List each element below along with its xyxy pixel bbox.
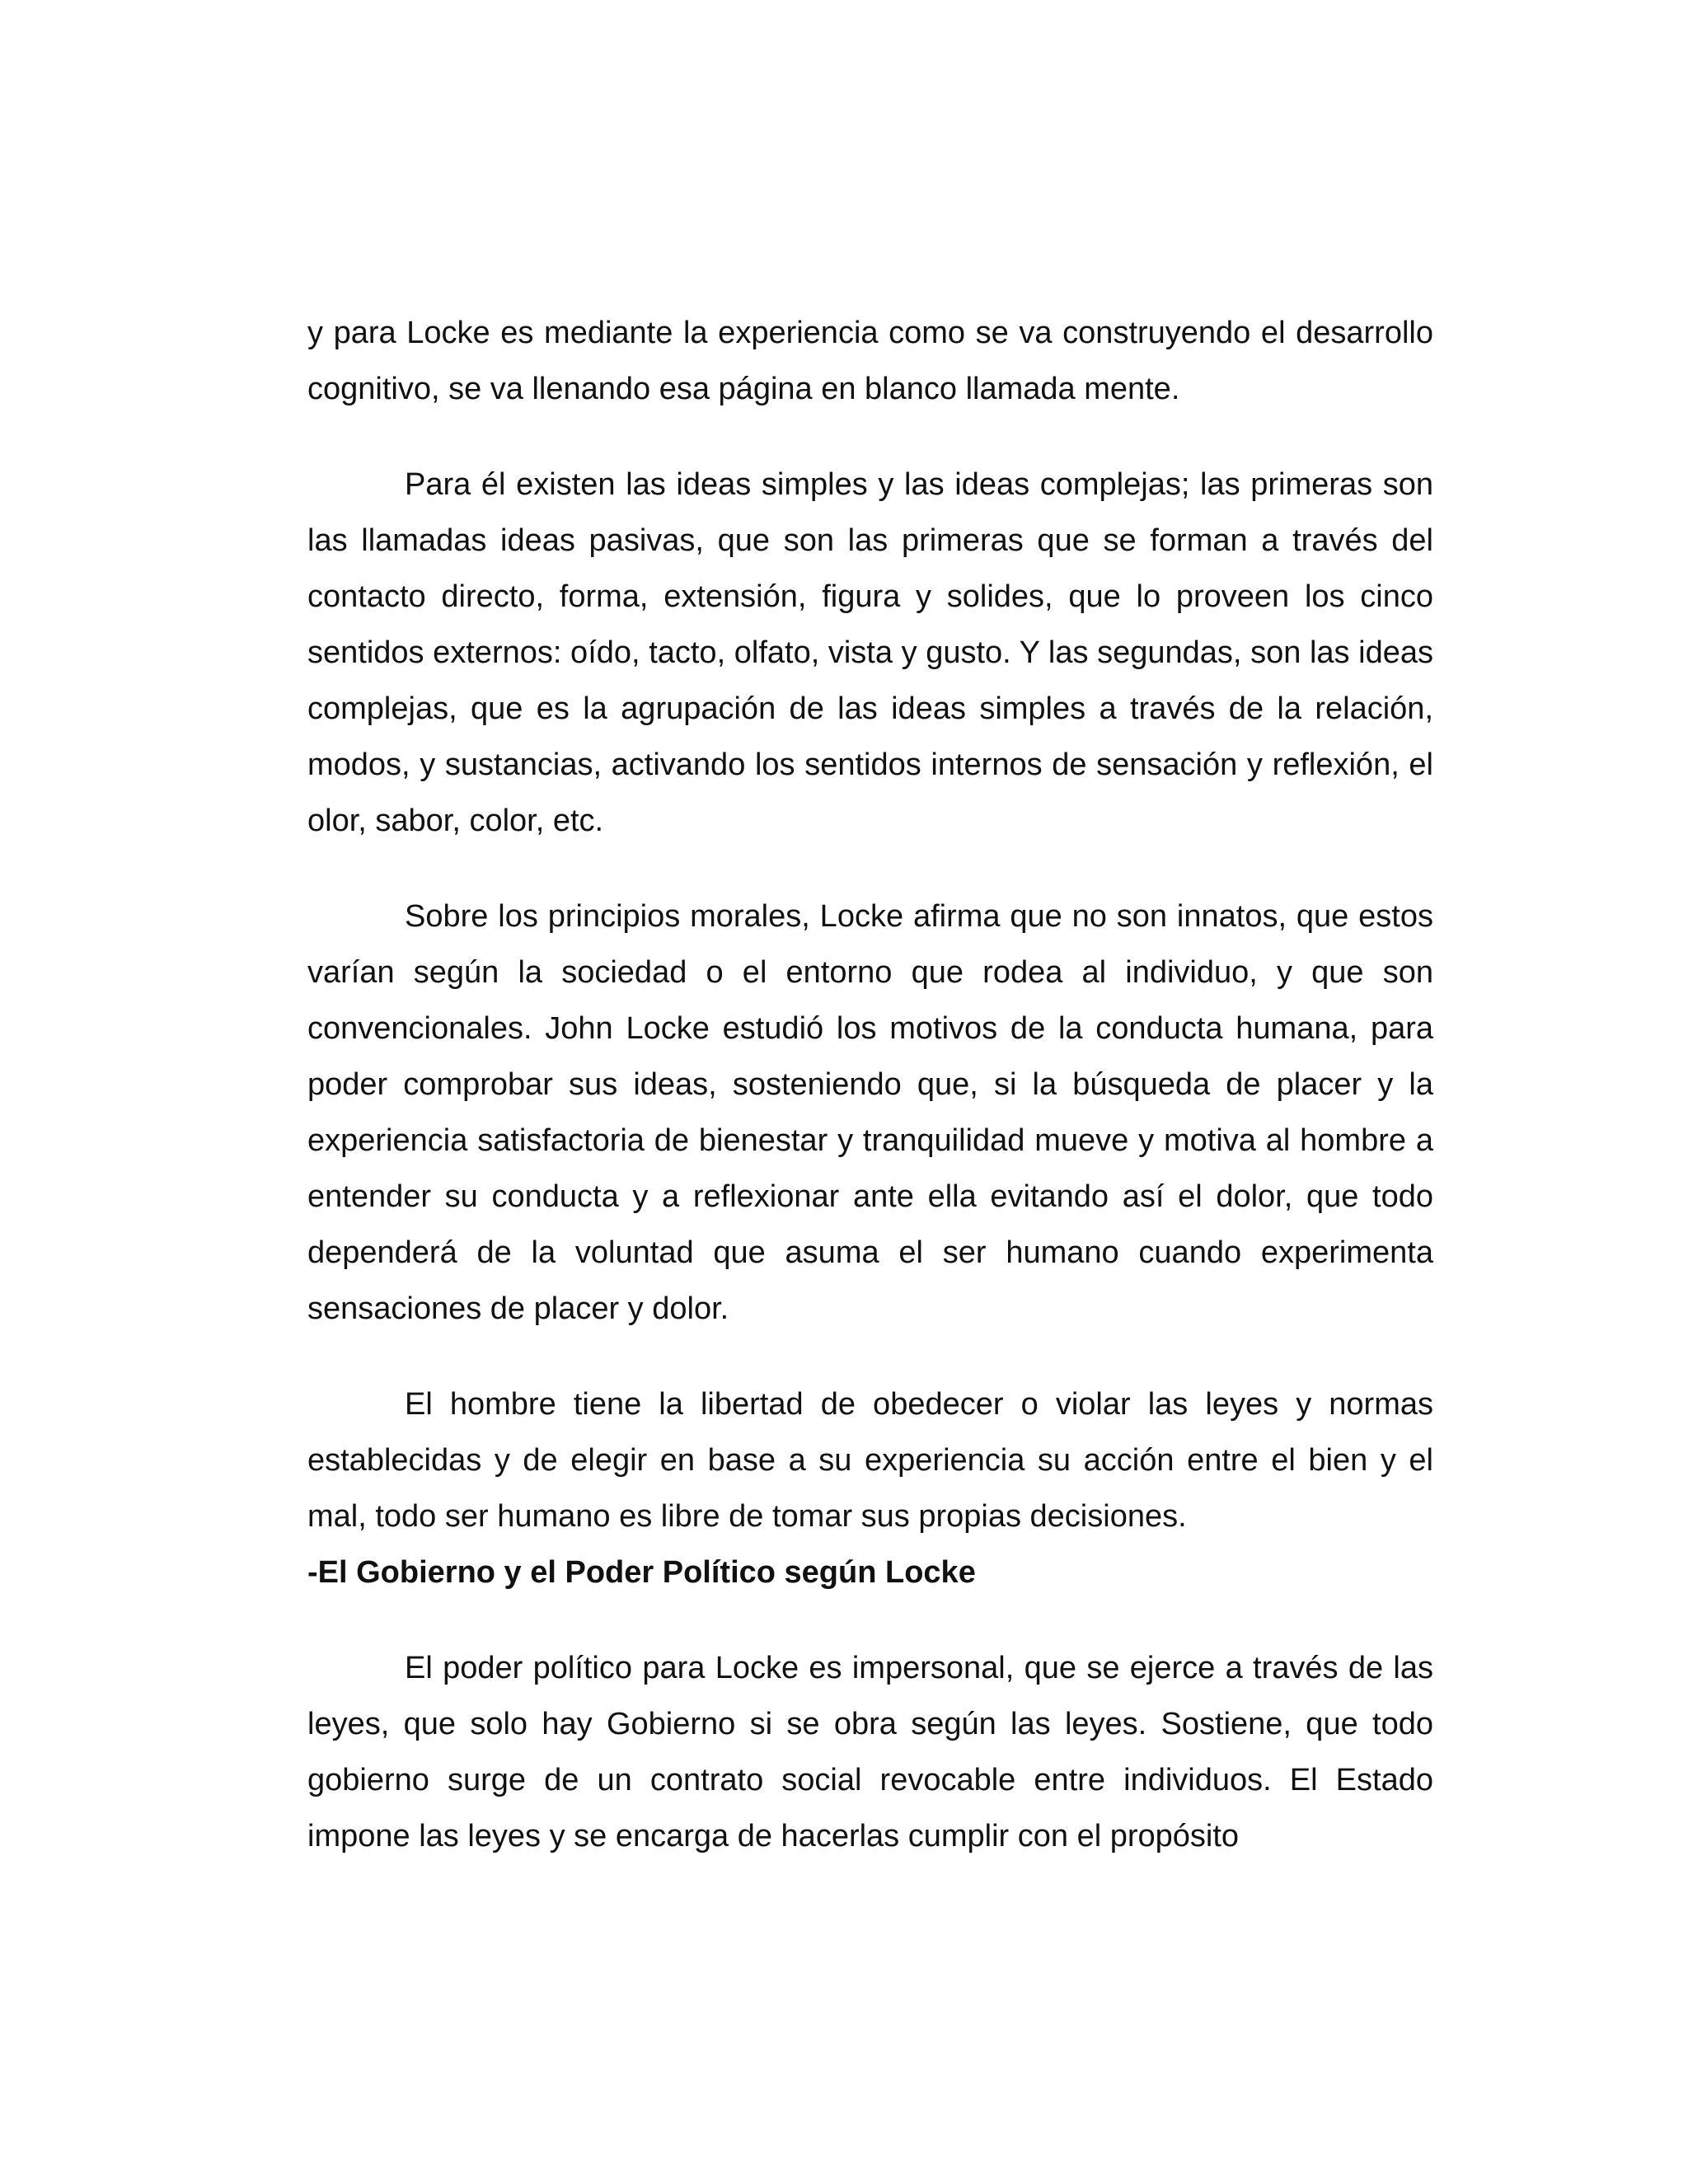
paragraph-moral-principles: Sobre los principios morales, Locke afirma que no son innatos, que estos varían según la sociedad o el entorno que rodea al individuo, y que son convencionales. John Locke estudió los motivos de la conducta humana, para poder comprobar sus ideas, sosteniendo que, si la búsqueda de placer y la experiencia satisfactoria de bienestar y tranquilidad mueve y motiva al hombre a entender su conducta y a reflexionar ante ella evitando así el dolor, que todo dependerá de la voluntad que asuma el ser humano cuando experimenta sensaciones de placer y dolor. (307, 899, 1433, 1326)
paragraph-continuation: y para Locke es mediante la experiencia como se va construyendo el desarrollo cognitivo, se va llenando esa página en blanco llamada mente. (307, 316, 1433, 406)
paragraph-political-power: El poder político para Locke es impersonal, que se ejerce a través de las leyes, que solo hay Gobierno si se obra según las leyes. Sostiene, que todo gobierno surge de un contrato social revocable entre individuos. El Estado impone las leyes y se encarga de hacerlas cumplir con el propósito (307, 1651, 1433, 1854)
paragraph-freedom: El hombre tiene la libertad de obedecer o violar las leyes y normas establecidas y de elegir en base a su experiencia su acción entre el bien y el mal, todo ser humano es libre de tomar sus propias decisiones. (307, 1387, 1433, 1534)
paragraph-ideas: Para él existen las ideas simples y las ideas complejas; las primeras son las llamadas ideas pasivas, que son las primeras que se forman a través del contacto directo, forma, extensión, figura y solides, que lo proveen los cinco sentidos externos: oído, tacto, olfato, vista y gusto. Y las segundas, son las ideas complejas, que es la agrupación de las ideas simples a través de la relación, modos, y sustancias, activando los sentidos internos de sensación y reflexión, el olor, sabor, color, etc. (307, 467, 1433, 838)
document-body (307, 305, 1433, 1864)
section-heading: -El Gobierno y el Poder Político según Locke (307, 1555, 976, 1590)
